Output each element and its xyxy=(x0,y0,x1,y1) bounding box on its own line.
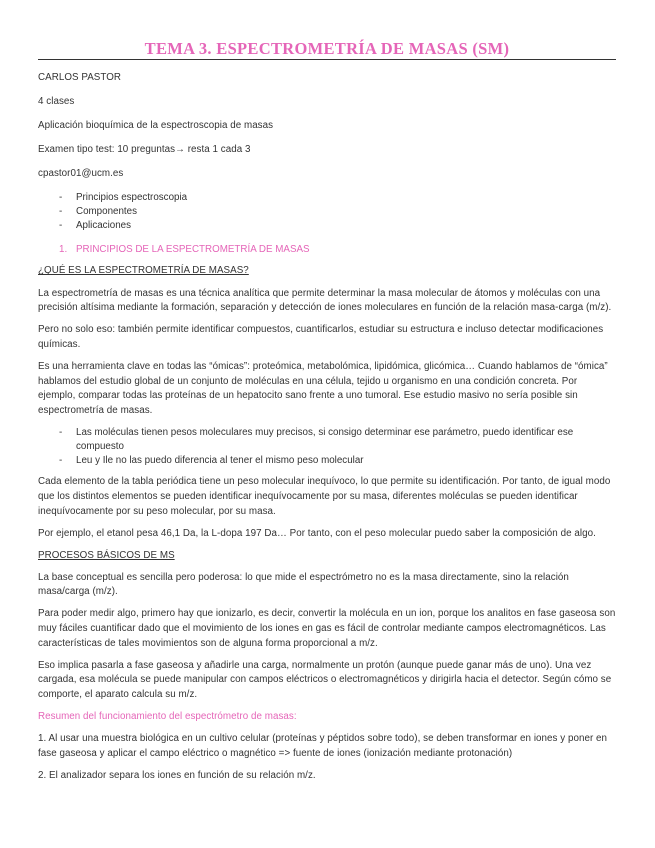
mass-bullets xyxy=(38,426,616,468)
what-is-paragraph-4: Cada elemento de la tabla periódica tiene un peso molecular inequívoco, lo que permite su identificación. Por tanto, de igual modo que los distintos elementos se pueden identificar inequívocamente por su masa, diferentes moléculas se pueden identificar inequívocamente por su peso molecular, por su masa. xyxy=(38,476,611,517)
section-1-number: 1. xyxy=(59,243,68,255)
processes-paragraph-1: La base conceptual es sencilla pero poderosa: lo que mide el espectrómetro no es la masa directamente, sino la relación masa/carga (m/z). xyxy=(38,571,569,598)
summary-heading: Resumen del funcionamiento del espectrómetro de masas: xyxy=(38,711,297,723)
classes-line: 4 clases xyxy=(38,96,75,108)
author-line: CARLOS PASTOR xyxy=(38,72,122,83)
outline-item: - Aplicaciones xyxy=(38,219,616,233)
what-is-heading: ¿QUÉ ES LA ESPECTROMETRÍA DE MASAS? xyxy=(38,265,249,277)
section-1-title: PRINCIPIOS DE LA ESPECTROMETRÍA DE MASAS xyxy=(76,243,310,255)
mass-bullet: - Las moléculas tienen pesos moleculares muy precisos, si consigo determinar ese parámetro, puedo identificar ese compuesto xyxy=(38,426,616,454)
processes-paragraph-3: Eso implica pasarla a fase gaseosa y añadirle una carga, normalmente un protón (aunque puede ganar más de uno). Una vez cargada, esa molécula se puede manipular con campos eléctricos o electromagnéticos y dirigirla hacia el detector. Según cómo se comporte, el aparato calcula su m/z. xyxy=(38,659,612,700)
email-line: cpastor01@ucm.es xyxy=(38,168,124,180)
exam-line: Examen tipo test: 10 preguntas→ resta 1 cada 3 xyxy=(38,144,251,156)
title-divider xyxy=(38,59,616,60)
outline-list xyxy=(38,191,616,233)
what-is-paragraph-1: La espectrometría de masas es una técnica analítica que permite determinar la masa molecular de átomos y moléculas con una precisión altísima mediante la formación, separación y detección de iones moleculares en función de la relación masa-carga (m/z). xyxy=(38,287,612,314)
document-page xyxy=(38,0,616,783)
what-is-paragraph-2: Pero no solo eso: también permite identificar compuestos, cuantificarlos, estudiar su estructura e incluso detectar modificaciones químicas. xyxy=(38,324,604,350)
summary-step-2: 2. El analizador separa los iones en función de su relación m/z. xyxy=(38,769,316,781)
page-title: TEMA 3. ESPECTROMETRÍA DE MASAS (SM) xyxy=(144,39,510,58)
processes-paragraph-2: Para poder medir algo, primero hay que ionizarlo, es decir, convertir la molécula en un ion, porque los analitos en fase gaseosa son muy fáciles cuantificar dado que el movimiento de los iones en gas es fácil de controlar mediante campos electromagnéticos. Las características de tales movimientos son de alguna forma proporcional a m/z. xyxy=(38,608,616,649)
subject-line: Aplicación bioquímica de la espectroscopia de masas xyxy=(38,120,274,132)
summary-step-1: 1. Al usar una muestra biológica en un cultivo celular (proteínas y péptidos sobre todo), se deben transformar en iones y poner en fase gaseosa y aplicar el campo eléctrico o magnético => fuente de iones (ionización mediante protonación) xyxy=(38,733,608,759)
what-is-paragraph-3: Es una herramienta clave en todas las “ómicas”: proteómica, metabolómica, lipidómica, glicómica… Cuando hablamos de “ómica” hablamos del estudio global de un conjunto de moléculas en una célula, tejido u organismo en una condición concreta. Por ejemplo, comparar todas las proteínas de un hepatocito sano frente a uno tumoral. Ese estudio masivo no sería posible sin espectrometría de masas. xyxy=(38,360,608,416)
section-1-heading xyxy=(38,243,616,257)
outline-item: - Componentes xyxy=(38,205,616,219)
mass-bullet: - Leu y Ile no las puedo diferencia al tener el mismo peso molecular xyxy=(38,454,616,468)
outline-item: - Principios espectroscopia xyxy=(38,191,616,205)
processes-heading: PROCESOS BÁSICOS DE MS xyxy=(38,549,175,561)
what-is-paragraph-5: Por ejemplo, el etanol pesa 46,1 Da, la L-dopa 197 Da… Por tanto, con el peso molecular puedo saber la composición de algo. xyxy=(38,527,596,539)
